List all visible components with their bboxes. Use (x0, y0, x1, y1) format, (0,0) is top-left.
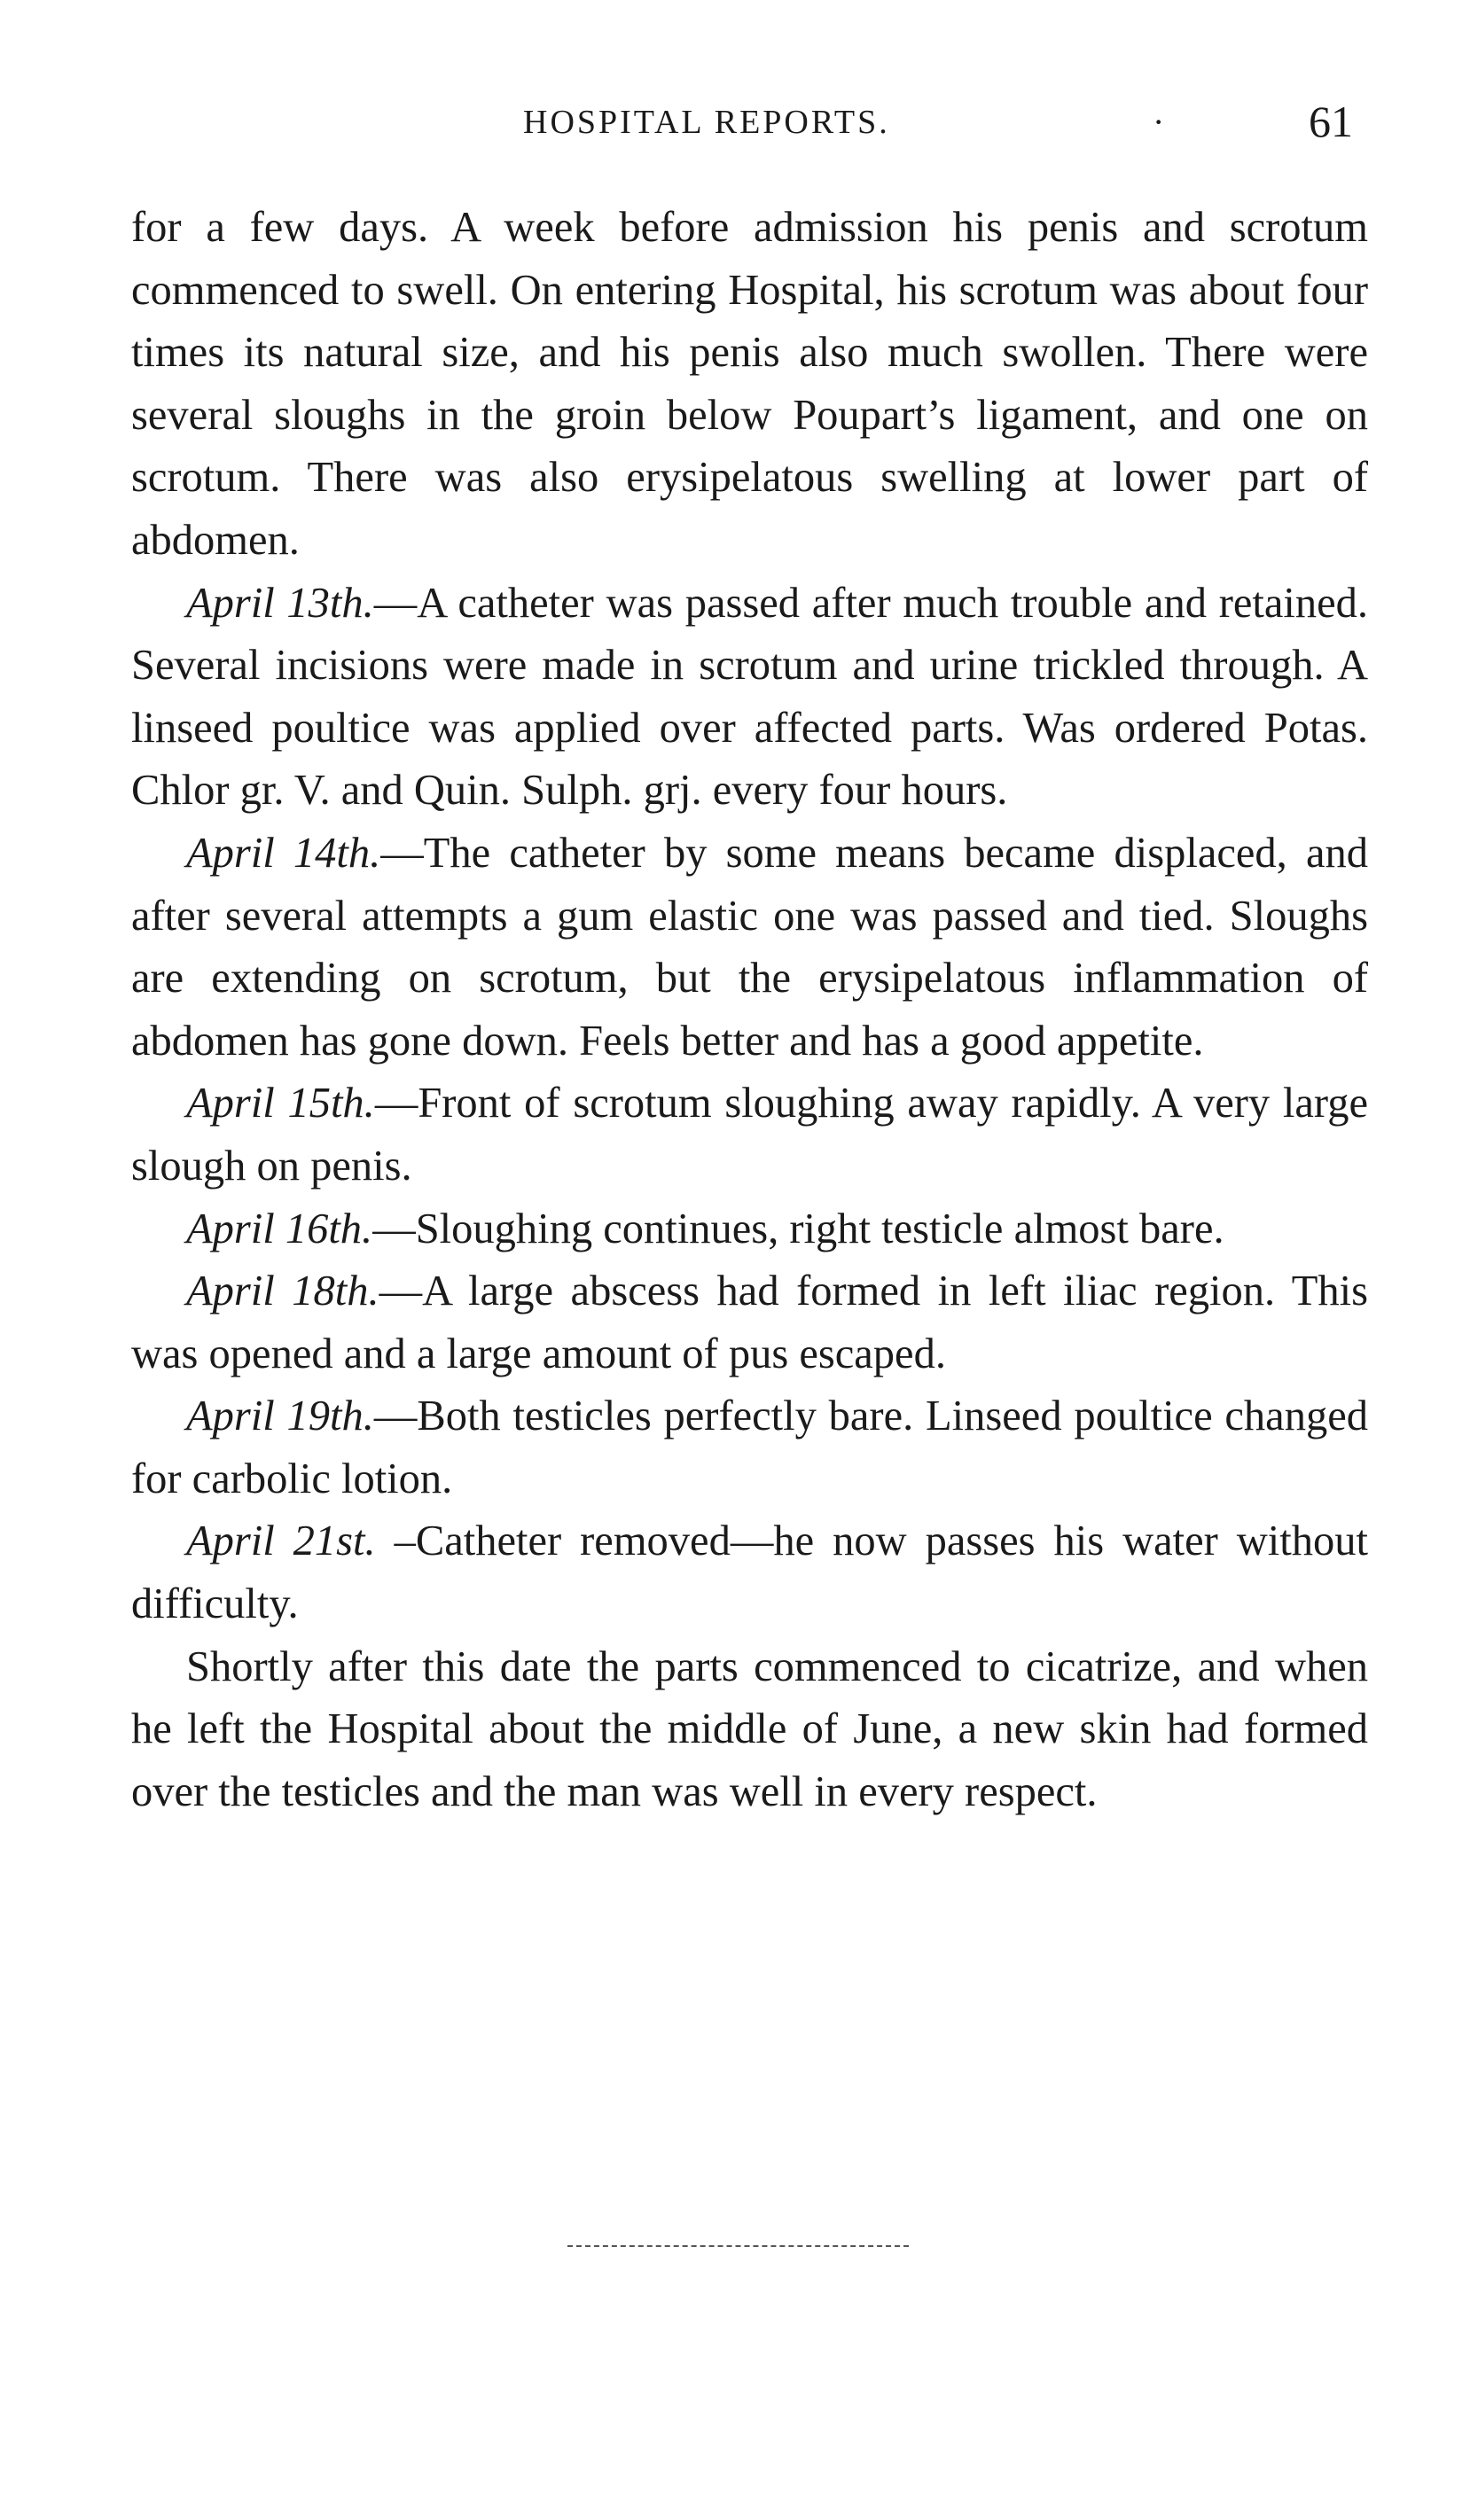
paragraph-text: —Front of scrotum sloughing away rapidly. A very large slough on penis. (131, 1080, 1368, 1190)
paragraph-text: –Catheter removed—he now passes his water without difficulty. (131, 1517, 1368, 1628)
paragraph-date: April 13th. (186, 579, 374, 627)
section-end-rule (567, 2245, 909, 2247)
paragraph-date: April 18th. (186, 1268, 379, 1315)
paragraph-april-16 (131, 1198, 1368, 1261)
running-title: HOSPITAL REPORTS. (523, 104, 890, 141)
paragraph-april-18 (131, 1260, 1368, 1385)
paragraph-text: —A catheter was passed after much trouble and retained. Several incisions were made in scrotum and urine trickled through. A linseed poultice was applied over affected parts. Was ordered Potas. Chlor gr. V. and Quin. Sulph. grj. every four hours. (131, 579, 1368, 815)
paragraph-april-21 (131, 1510, 1368, 1635)
paragraph-date: April 21st. (186, 1517, 376, 1565)
running-head-dot: · (1153, 102, 1165, 142)
paragraph-date: April 16th. (186, 1205, 373, 1252)
paragraph-april-13 (131, 573, 1368, 823)
paragraph-text: —A large abscess had formed in left iliac region. This was opened and a large amount of pus escaped. (131, 1268, 1369, 1377)
paragraph-continuation (131, 197, 1368, 573)
paragraph-date: April 19th. (186, 1393, 374, 1440)
paragraph-april-15 (131, 1073, 1368, 1198)
paragraph-date: April 14th. (186, 829, 381, 877)
paragraph-text: Shortly after this date the parts commenced to cicatrize, and when he left the Hospital about the middle of June, a new skin had formed over the testicles and the man was well in every respect. (131, 1642, 1368, 1815)
paragraph-conclusion (131, 1636, 1368, 1824)
page-number: 61 (1309, 97, 1353, 146)
paragraph-text: —Sloughing continues, right testicle almost bare. (372, 1205, 1224, 1252)
paragraph-text: —Both testicles perfectly bare. Linseed poultice changed for carbolic lotion. (131, 1393, 1368, 1502)
paragraph-text: for a few days. A week before admission his penis and scrotum commenced to swell. On entering Hospital, his scrotum was about four times its natural size, and his penis also much swollen. There were several sloughs in the groin below Poupart’s ligament, and one on scrotum. There was also erysipelatous swelling at lower part of abdomen. (131, 204, 1368, 564)
paragraph-april-19 (131, 1385, 1368, 1510)
running-head (0, 96, 1478, 158)
body-text (131, 197, 1368, 1823)
paragraph-date: April 15th. (186, 1080, 375, 1127)
paragraph-text: —The catheter by some means became displaced, and after several attempts a gum elastic one was passed and tied. Sloughs are extending on scrotum, but the erysipelatous inflammation of abdomen has gone down. Feels better and has a good appetite. (131, 829, 1368, 1065)
paragraph-april-14 (131, 823, 1368, 1073)
